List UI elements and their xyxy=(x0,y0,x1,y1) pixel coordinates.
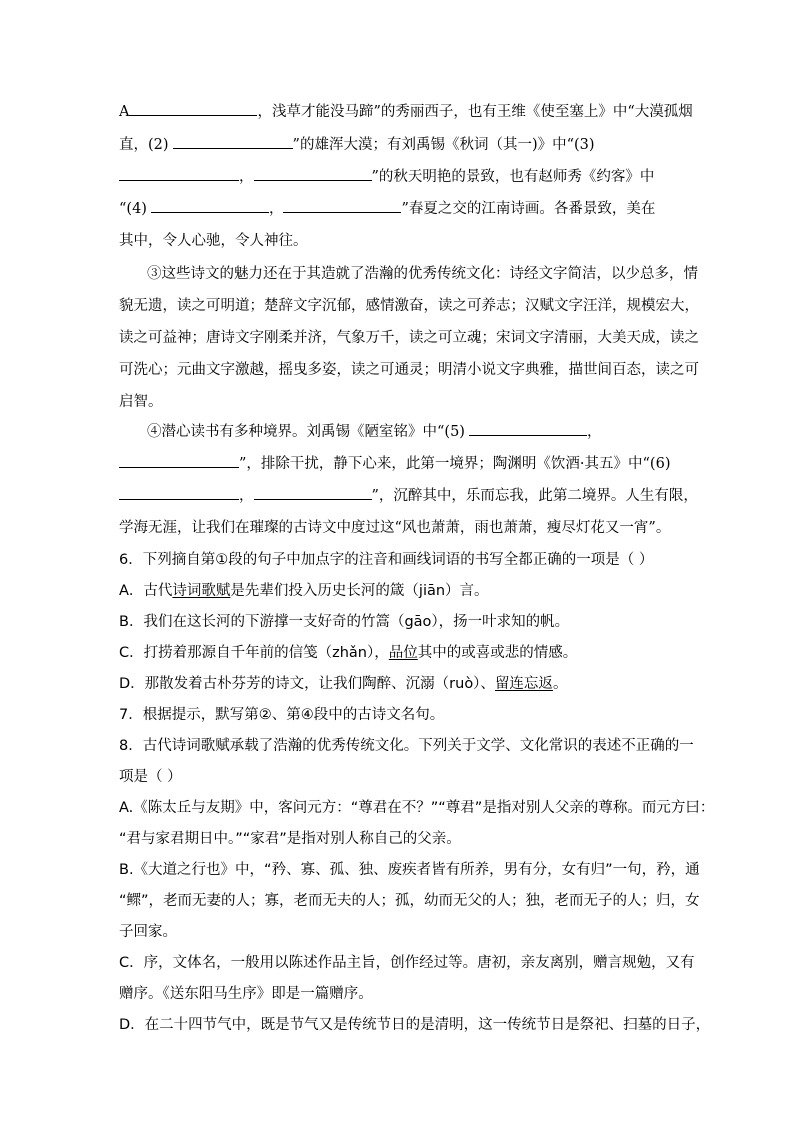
answer-blank-6a[interactable] xyxy=(119,486,239,500)
poems-line-5: 其中，令人心驰，令人神往。 xyxy=(119,233,308,249)
q6-option-a[interactable]: A．古代诗词歌赋是先辈们投入历史长河的箴（jiān）言。 xyxy=(119,583,489,599)
poems-line-2: 直，(2) ”的雄浑大漠；有刘禹锡《秋词（其一)》中“(3) xyxy=(119,137,595,153)
para4-line-2: ”，排除干扰，静下心来，此第一境界；陶渊明《饮酒·其五》中“(6) xyxy=(119,454,679,474)
q8-option-c-line-1[interactable]: C．序，文体名，一般用以陈述作品主旨，创作经过等。唐初，亲友离别，赠言规勉，又有 xyxy=(119,955,695,971)
q6-option-d[interactable]: D．那散发着古朴芬芳的诗文，让我们陶醉、沉溺（ruò）、留连忘返。 xyxy=(119,676,568,692)
q6-option-c[interactable]: C．打捞着那源自千年前的信笺（zhǎn），品位其中的或喜或悲的情感。 xyxy=(119,645,578,661)
answer-blank-4b[interactable] xyxy=(283,199,401,213)
q8-stem-line-1: 8．古代诗词歌赋承载了浩瀚的优秀传统文化。下列关于文学、文化常识的表述不正确的一 xyxy=(119,738,694,754)
para3-line-4: 可洗心；元曲文字激越，摇曳多姿，读之可通灵；明清小说文字典雅，描世间百态，读之可 xyxy=(119,362,699,378)
answer-blank-1[interactable] xyxy=(129,102,257,116)
answer-blank-6b[interactable] xyxy=(254,486,372,500)
q8-option-a-line-2: “君与家君期日中。”“家君”是指对别人称自己的父亲。 xyxy=(119,831,461,847)
answer-blank-5a[interactable] xyxy=(469,422,587,436)
q8-option-a-line-1[interactable]: A.《陈太丘与友期》中，客问元方：“尊君在不？”“尊君”是指对别人父亲的尊称。而元方曰： xyxy=(119,800,715,816)
item-label-a: A xyxy=(119,104,130,120)
para3-line-3: 读之可益神；唐诗文字刚柔并济，气象万千，读之可立魂；宋词文字清丽，大美天成，读之 xyxy=(119,330,699,346)
para3-line-1: ③这些诗文的魅力还在于其造就了浩瀚的优秀传统文化：诗经文字简洁，以少总多，情 xyxy=(147,266,698,282)
q8-option-b-line-3: 子回家。 xyxy=(119,924,177,940)
answer-blank-5b[interactable] xyxy=(119,454,239,468)
q8-option-b-line-2: “鳏”，老而无妻的人；寡，老而无夫的人；孤，幼而无父的人；独，老而无子的人；归，女 xyxy=(119,893,700,909)
para4-line-1: ④潜心读书有多种境界。刘禹锡《陋室铭》中“(5) ， xyxy=(147,424,602,440)
para3-line-5: 启智。 xyxy=(119,394,163,410)
q6-option-b[interactable]: B．我们在这长河的下游撑一支好奇的竹篙（gāo），扬一叶求知的帆。 xyxy=(119,614,570,630)
q8-option-b-line-1[interactable]: B.《大道之行也》中，“矜、寡、孤、独、废疾者皆有所养，男有分，女有归”一句，矜，通 xyxy=(119,862,700,878)
poems-line-4: “(4) ， ”春夏之交的江南诗画。各番景致，美在 xyxy=(119,201,656,217)
answer-blank-3a[interactable] xyxy=(119,167,239,181)
q6-stem: 6．下列摘自第①段的句子中加点字的注音和画线词语的书写全都正确的一项是（ ） xyxy=(119,552,654,568)
para4-line-3: ， ”，沉醉其中，乐而忘我，此第二境界。人生有限， xyxy=(119,486,679,506)
para4-line-4: 学海无涯，让我们在璀璨的古诗文中度过这“风也萧萧，雨也萧萧，瘦尽灯花又一宵”。 xyxy=(119,520,671,536)
q7-stem: 7．根据提示，默写第②、第④段中的古诗文名句。 xyxy=(119,707,445,723)
poems-line-3: ， ”的秋天明艳的景致，也有赵师秀《约客》中 xyxy=(119,167,679,187)
q8-stem-line-2: 项是（ ） xyxy=(119,769,182,785)
q8-option-d-line-1[interactable]: D．在二十四节气中，既是节气又是传统节日的是清明，这一传统节日是祭祀、扫墓的日子， xyxy=(119,1017,711,1033)
poems-line-1: A ，浅草才能没马蹄”的秀丽西子，也有王维《使至塞上》中“大漠孤烟 xyxy=(119,104,693,120)
answer-blank-2[interactable] xyxy=(173,135,293,149)
q8-option-c-line-2: 赠序。《送东阳马生序》即是一篇赠序。 xyxy=(119,986,373,1002)
answer-blank-4a[interactable] xyxy=(151,199,269,213)
para3-line-2: 貌无遗，读之可明道；楚辞文字沉郁，感情激奋，读之可养志；汉赋文字汪洋，规模宏大， xyxy=(119,298,699,314)
answer-blank-3b[interactable] xyxy=(254,167,372,181)
